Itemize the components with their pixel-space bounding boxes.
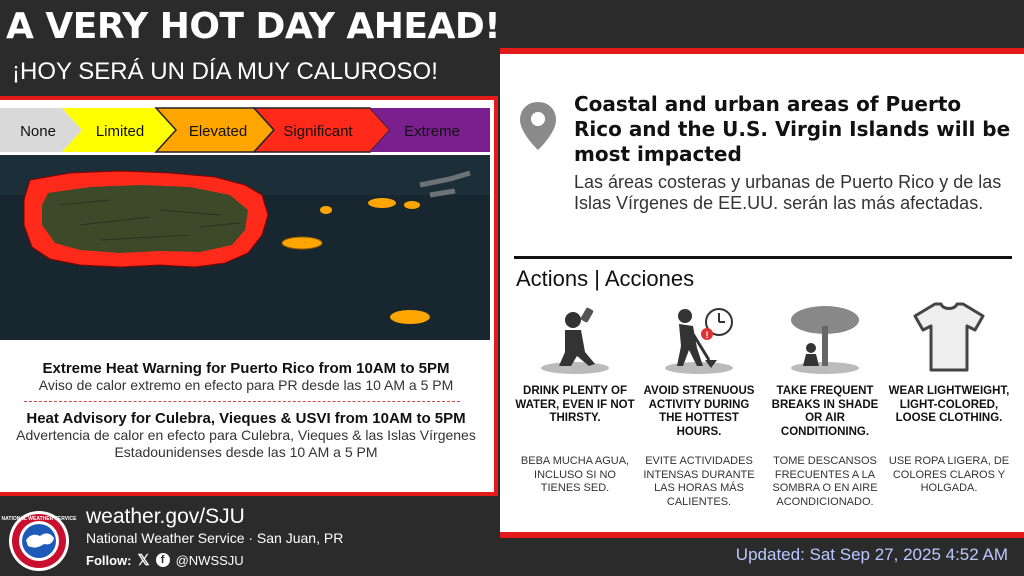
drinking-water-icon [535,300,615,374]
culebra-shape [320,206,332,214]
shade-tree-icon [785,300,865,374]
section-divider [514,256,1012,259]
action-label-en: WEAR LIGHTWEIGHT, LIGHT-COLORED, LOOSE CLOTHING. [888,385,1010,424]
strenuous-work-icon [659,300,739,374]
action-wear-light-clothing [888,300,1010,496]
tshirt-icon [909,300,989,374]
legend-limited-label: Limited [95,123,145,140]
organization-name: National Weather Service · San Juan, PR [86,530,344,546]
warning-heading: Heat Advisory for Culebra, Vieques & USVI from 10AM to 5PM [26,410,466,427]
heat-risk-map [0,155,490,340]
updated-timestamp: Updated: Sat Sep 27, 2025 4:52 AM [735,545,1008,564]
social-handle[interactable]: @NWSSJU [175,552,244,568]
st-thomas-shape [368,198,396,208]
website-link[interactable]: weather.gov/SJU [86,505,245,528]
nws-logo [1,510,77,572]
warning-usvi [8,410,484,461]
actions-title: Actions | Acciones [516,266,695,291]
warning-heading: Extreme Heat Warning for Puerto Rico from 10AM to 5PM [42,360,450,377]
heat-risk-legend [0,108,490,152]
action-label-es: BEBA MUCHA AGUA, INCLUSO SI NO TIENES SED. [520,455,630,494]
follow-label: Follow: [86,552,132,568]
svg-text:!: ! [705,330,709,340]
warning-divider [24,401,460,402]
page-subtitle: ¡HOY SERÁ UN DÍA MUY CALUROSO! [12,58,438,85]
legend-significant-label: Significant [283,123,353,140]
facebook-icon[interactable]: f [156,553,170,567]
legend-elevated-label: Elevated [188,123,248,140]
action-label-es: USE ROPA LIGERA, DE COLORES CLAROS Y HOLGADA. [888,455,1010,494]
social-follow [86,551,244,569]
warning-puerto-rico [8,360,484,394]
page-title: A VERY HOT DAY AHEAD! [6,6,501,47]
action-label-en: TAKE FREQUENT BREAKS IN SHADE OR AIR CONDITIONING. [771,385,879,438]
svg-text:NATIONAL WEATHER SERVICE: NATIONAL WEATHER SERVICE [1,516,77,522]
location-pin-icon [518,100,558,152]
header [0,0,500,96]
x-icon[interactable]: 𝕏 [137,552,150,569]
action-drink-water [514,300,636,496]
legend-extreme-label: Extreme [404,123,460,140]
action-avoid-strenuous [638,300,760,509]
action-label-es: EVITE ACTIVIDADES INTENSAS DURANTE LAS HORAS MÁS CALIENTES. [643,455,755,508]
impact-subtext: Las áreas costeras y urbanas de Puerto Rico y de las Islas Vírgenes de EE.UU. serán las más afectadas. [574,172,1002,213]
legend-none-label: None [20,123,56,140]
action-take-breaks [764,300,886,509]
action-label-en: DRINK PLENTY OF WATER, EVEN IF NOT THIRSTY. [515,385,635,424]
vieques-shape [282,237,322,249]
action-label-es: TOME DESCANSOS FRECUENTES A LA SOMBRA O EN AIRE ACONDICIONADO. [772,455,878,508]
st-john-shape [404,201,420,209]
puerto-rico-interior [42,185,248,253]
impact-heading: Coastal and urban areas of Puerto Rico and the U.S. Virgin Islands will be most impacted [574,92,1011,166]
action-label-en: AVOID STRENUOUS ACTIVITY DURING THE HOTTEST HOURS. [643,385,755,438]
st-croix-shape [390,310,430,324]
warning-text: Aviso de calor extremo en efecto para PR desde las 10 AM a 5 PM [38,377,454,393]
warning-text: Advertencia de calor en efecto para Culebra, Vieques & las Islas Vírgenes Estadounidenses desde las 10 AM a 5 PM [16,427,476,460]
